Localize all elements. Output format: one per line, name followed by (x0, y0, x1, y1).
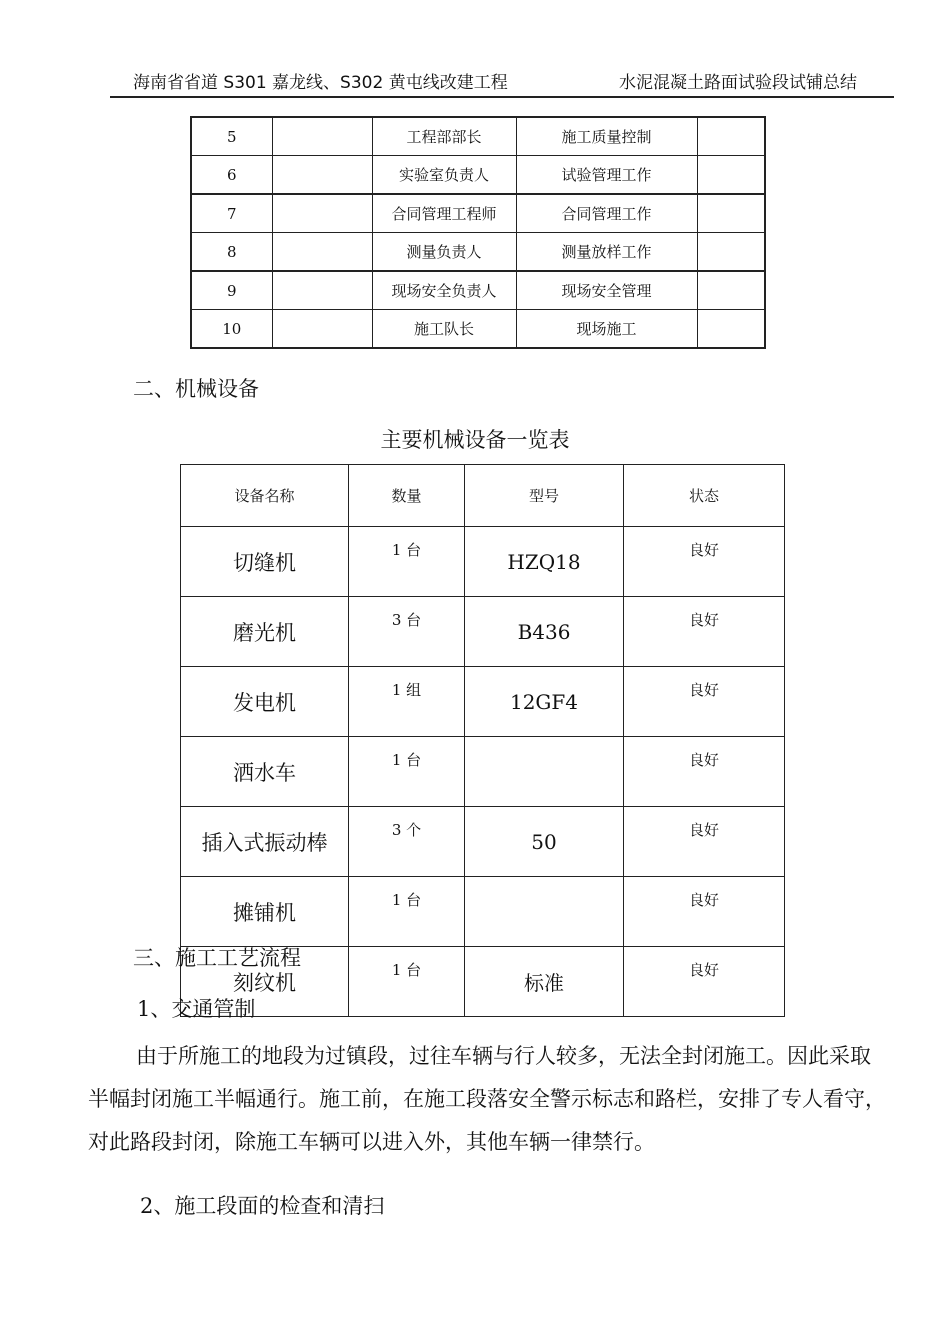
position: 实验室负责人 (372, 156, 516, 195)
table-row (191, 156, 765, 195)
equipment-quantity: 1 组 (349, 667, 465, 737)
note (697, 156, 765, 195)
row-number: 5 (191, 117, 272, 156)
equipment-quantity: 3 个 (349, 807, 465, 877)
equipment-quantity: 1 台 (349, 877, 465, 947)
equipment-model: HZQ18 (465, 527, 624, 597)
header-project-title: 海南省省道 S301 嘉龙线、S302 黄屯线改建工程 (133, 73, 508, 93)
row-number: 6 (191, 156, 272, 195)
duty: 试验管理工作 (516, 156, 697, 195)
header-document-title: 水泥混凝土路面试验段试铺总结 (619, 73, 857, 93)
person-name (272, 310, 372, 349)
table-row (181, 527, 785, 597)
table-row (191, 194, 765, 233)
equipment-name: 插入式振动棒 (181, 807, 349, 877)
subheading-surface-inspection: 2、施工段面的检查和清扫 (140, 1194, 385, 1218)
note (697, 117, 765, 156)
equipment-model (465, 877, 624, 947)
header-divider (110, 96, 894, 98)
equipment-status: 良好 (624, 737, 785, 807)
equipment-name: 磨光机 (181, 597, 349, 667)
equipment-table-caption: 主要机械设备一览表 (380, 428, 570, 452)
position: 施工队长 (372, 310, 516, 349)
equipment-name: 洒水车 (181, 737, 349, 807)
position: 测量负责人 (372, 233, 516, 272)
equipment-status: 良好 (624, 807, 785, 877)
table-row (181, 807, 785, 877)
equipment-name: 摊铺机 (181, 877, 349, 947)
equipment-quantity: 1 台 (349, 527, 465, 597)
position: 现场安全负责人 (372, 271, 516, 310)
table-row (181, 667, 785, 737)
row-number: 8 (191, 233, 272, 272)
equipment-status: 良好 (624, 947, 785, 1017)
equipment-model (465, 737, 624, 807)
row-number: 10 (191, 310, 272, 349)
note (697, 310, 765, 349)
table-row (181, 597, 785, 667)
person-name (272, 194, 372, 233)
table-row (181, 877, 785, 947)
equipment-quantity: 1 台 (349, 737, 465, 807)
equipment-model: 标准 (465, 947, 624, 1017)
column-header: 设备名称 (181, 465, 349, 527)
equipment-status: 良好 (624, 667, 785, 737)
equipment-status: 良好 (624, 877, 785, 947)
person-name (272, 233, 372, 272)
equipment-name: 刻纹机 (181, 947, 349, 1017)
note (697, 271, 765, 310)
row-number: 9 (191, 271, 272, 310)
table-row (191, 271, 765, 310)
person-name (272, 271, 372, 310)
equipment-quantity: 1 台 (349, 947, 465, 1017)
equipment-model: B436 (465, 597, 624, 667)
table-header-row (181, 465, 785, 527)
position: 工程部部长 (372, 117, 516, 156)
column-header: 数量 (349, 465, 465, 527)
note (697, 194, 765, 233)
duty: 测量放样工作 (516, 233, 697, 272)
duty: 现场安全管理 (516, 271, 697, 310)
equipment-name: 发电机 (181, 667, 349, 737)
equipment-quantity: 3 台 (349, 597, 465, 667)
position: 合同管理工程师 (372, 194, 516, 233)
person-name (272, 117, 372, 156)
row-number: 7 (191, 194, 272, 233)
equipment-name: 切缝机 (181, 527, 349, 597)
equipment-status: 良好 (624, 527, 785, 597)
column-header: 型号 (465, 465, 624, 527)
section-heading-process: 三、施工工艺流程 (133, 946, 301, 970)
equipment-table (180, 464, 785, 1017)
table-row (181, 737, 785, 807)
table-row (191, 117, 765, 156)
equipment-status: 良好 (624, 597, 785, 667)
table-row (191, 233, 765, 272)
duty: 施工质量控制 (516, 117, 697, 156)
table-row (191, 310, 765, 349)
equipment-model: 50 (465, 807, 624, 877)
paragraph-traffic-control: 由于所施工的地段为过镇段，过往车辆与行人较多，无法全封闭施工。因此采取半幅封闭施工半幅通行。施工前，在施工段落安全警示标志和路栏，安排了专人看守，对此路段封闭，除施工车辆可以进入外，其他车辆一律禁行。 (88, 1044, 886, 1154)
person-name (272, 156, 372, 195)
duty: 现场施工 (516, 310, 697, 349)
note (697, 233, 765, 272)
duty: 合同管理工作 (516, 194, 697, 233)
subheading-traffic-control: 1、交通管制 (137, 997, 256, 1021)
equipment-model: 12GF4 (465, 667, 624, 737)
column-header: 状态 (624, 465, 785, 527)
staff-table (190, 116, 766, 349)
section-heading-machinery: 二、机械设备 (133, 377, 259, 401)
